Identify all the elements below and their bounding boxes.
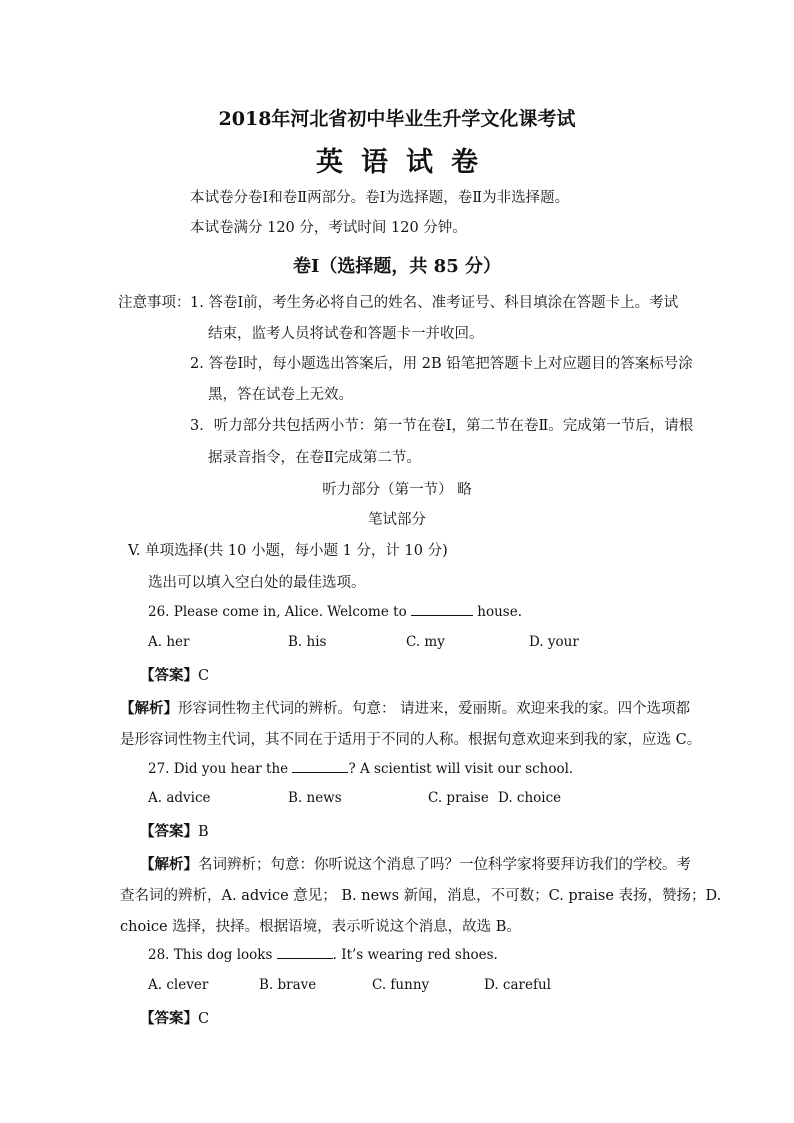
writing-section: 笔试部分: [368, 512, 426, 528]
answer-label: 【答案】: [140, 667, 198, 684]
question-26-stem-after: house.: [473, 604, 523, 620]
note-1-line-1: 1. 答卷Ⅰ前，考生务必将自己的姓名、准考证号、科目填涂在答题卡上。考试: [190, 295, 679, 311]
q26-option-b: B. his: [288, 634, 327, 650]
note-2-line-2: 黑，答在试卷上无效。: [208, 387, 353, 403]
question-27-stem: [148, 760, 573, 777]
note-3-line-1: 3．听力部分共包括两小节：第一节在卷Ⅰ，第二节在卷Ⅱ。完成第一节后，请根: [190, 418, 694, 434]
notes-label: 注意事项：: [118, 295, 191, 311]
note-1-line-2: 结束，监考人员将试卷和答题卡一并收回。: [208, 326, 484, 342]
question-26-stem-before: 26. Please come in, Alice. Welcome to: [148, 604, 411, 620]
analysis-text: 形容词性物主代词的辨析。句意： 请进来，爱丽斯。欢迎来我的家。四个选项都: [178, 701, 691, 717]
q27-answer: [140, 820, 209, 841]
answer-value: B: [198, 824, 209, 840]
answer-blank: [411, 603, 473, 616]
note-2-line-1: 2. 答卷Ⅰ时，每小题选出答案后，用 2B 铅笔把答题卡上对应题目的答案标号涂: [190, 356, 693, 372]
q26-analysis-line-2: 是形容词性物主代词，其不同在于适用于不同的人称。根据句意欢迎来到我的家，应选 C。: [120, 732, 702, 748]
answer-blank: [292, 760, 348, 773]
section-v-instruction: 选出可以填入空白处的最佳选项。: [148, 575, 366, 591]
q28-option-a: A. clever: [148, 977, 209, 993]
analysis-label: 【解析】: [120, 700, 178, 717]
q27-option-c: C. praise: [428, 790, 489, 806]
question-28-stem-after: . It’s wearing red shoes.: [332, 947, 498, 963]
question-27-stem-after: ? A scientist will visit our school.: [348, 761, 574, 777]
q28-answer: [140, 1007, 209, 1028]
analysis-label: 【解析】: [140, 856, 198, 873]
intro-line-1: 本试卷分卷Ⅰ和卷Ⅱ两部分。卷Ⅰ为选择题，卷Ⅱ为非选择题。: [190, 190, 570, 206]
q26-option-d: D. your: [529, 634, 579, 650]
answer-value: C: [198, 668, 210, 684]
analysis-text: 名词辨析；句意：你听说这个消息了吗？一位科学家将要拜访我们的学校。考: [198, 857, 691, 873]
section-v-title: V. 单项选择(共 10 小题，每小题 1 分，计 10 分): [128, 543, 448, 559]
q28-option-d: D. careful: [484, 977, 551, 993]
q26-analysis-line-1: [120, 697, 690, 718]
q27-option-d: D. choice: [498, 790, 562, 806]
note-3-line-2: 据录音指令，在卷Ⅱ完成第二节。: [208, 450, 421, 466]
q27-analysis-line-1: [140, 853, 691, 874]
part-title: 卷Ⅰ（选择题，共 85 分）: [292, 256, 501, 277]
q26-answer: [140, 664, 209, 685]
question-28-stem: [148, 946, 498, 963]
answer-value: C: [198, 1011, 210, 1027]
question-28-stem-before: 28. This dog looks: [148, 947, 277, 963]
question-26-stem: [148, 603, 522, 620]
answer-label: 【答案】: [140, 823, 198, 840]
intro-line-2: 本试卷满分 120 分，考试时间 120 分钟。: [190, 220, 467, 236]
q27-analysis-line-2: 查名词的辨析，A. advice 意见； B. news 新闻，消息，不可数；C. praise 表扬，赞扬；D.: [120, 888, 722, 904]
q26-option-a: A. her: [148, 634, 190, 650]
q27-analysis-line-3: choice 选择，抉择。根据语境，表示听说这个消息，故选 B。: [120, 919, 521, 935]
q28-option-c: C. funny: [372, 977, 430, 993]
q27-option-a: A. advice: [148, 790, 211, 806]
exam-title: 2018年河北省初中毕业生升学文化课考试: [218, 108, 576, 130]
answer-label: 【答案】: [140, 1010, 198, 1027]
listening-section: 听力部分（第一节） 略: [322, 482, 472, 498]
question-27-stem-before: 27. Did you hear the: [148, 761, 293, 777]
answer-blank: [277, 946, 333, 959]
subject-title: 英语试卷: [316, 147, 496, 178]
q27-option-b: B. news: [288, 790, 342, 806]
q26-option-c: C. my: [406, 634, 445, 650]
q28-option-b: B. brave: [259, 977, 317, 993]
